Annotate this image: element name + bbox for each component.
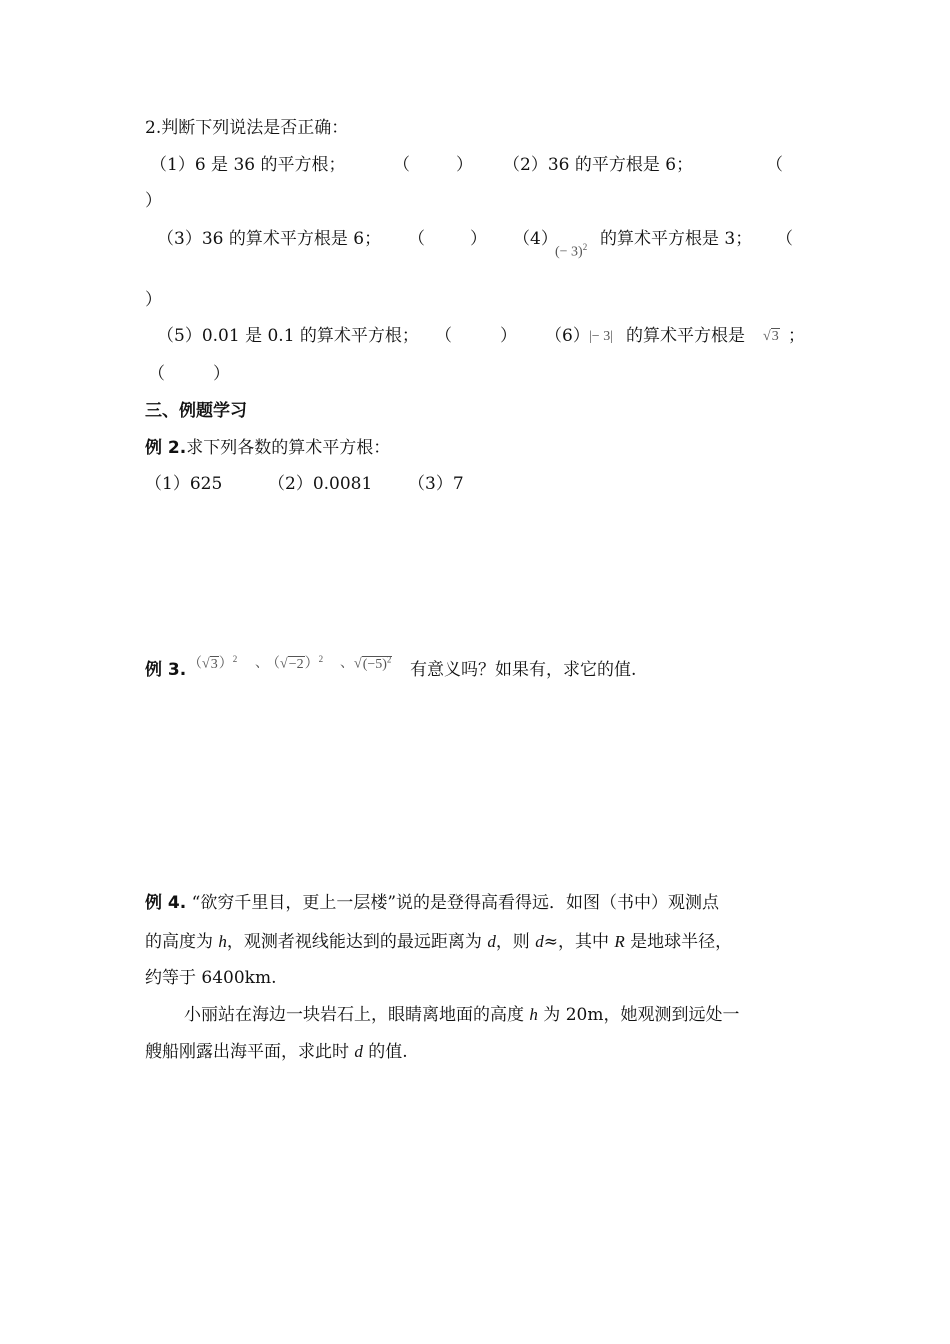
math-neg3-squared: (− 3)$^2$ [555,242,588,260]
math-sqrt3: √3 [763,329,779,344]
answer-paren-open-2: （ [766,155,783,175]
example3-label: 例 3. [145,660,187,680]
var-R: R [614,932,625,951]
example3-expr1: $(√3)^2$ [188,654,238,672]
judgment-item-1: （1）6 是 36 的平方根； [150,155,346,175]
var-h-2: h [529,1005,538,1024]
example2-line [145,440,390,457]
judgment-item-3: （3）36 的算术平方根是 6； [157,229,382,249]
example2-item-3: （3）7 [408,474,464,494]
semicolon: ； [788,326,805,346]
example4-line2: 的高度为 h，观测者视线能达到的最远距离为 d，则 d≈，其中 R 是地球半径， [145,932,733,952]
example2-item-1: （1）625 [145,474,223,494]
judgment-item-4-prefix: （4） [513,229,558,249]
var-d-2: d [535,932,544,951]
answer-paren-open-4: （ [776,229,793,249]
example4-para2-line2: 艘船刚露出海平面，求此时 d 的值. [145,1042,408,1062]
answer-paren-close-1: ） [456,155,473,175]
section3-heading: 三、例题学习 [145,401,247,421]
judgment-item-4-suffix: 的算术平方根是 3； [600,229,753,249]
example3-sep1: 、 [255,656,269,671]
example3-expr2: $(√-2)^2$ [266,654,324,672]
example2-item-2: （2）0.0081 [268,474,373,494]
section2-title: 2.判断下列说法是否正确： [145,118,349,138]
judgment-item-5: （5）0.01 是 0.1 的算术平方根； [157,326,419,346]
example2-label: 例 2. [145,438,187,458]
judgment-item-2: （2）36 的平方根是 6； [503,155,694,175]
example4-label: 例 4. [145,893,187,913]
answer-paren-close-6: ） [213,364,230,384]
var-d: d [487,932,496,951]
answer-paren-open-3: （ [408,229,425,249]
example4-para2-line1: 小丽站在海边一块岩石上，眼睛离地面的高度 h 为 20m，她观测到远处一 [184,1005,740,1025]
math-abs-neg3: |− 3| [589,329,614,344]
var-d-3: d [354,1042,363,1061]
answer-paren-close-2: ） [145,191,162,211]
example3-expr3: $√(-5)^2$ [354,654,392,672]
example4-text-line1: “欲穷千里目，更上一层楼”说的是登得高看得远．如图（书中）观测点 [191,893,720,913]
example3-sep2: 、 [340,656,354,671]
answer-paren-open-1: （ [393,155,410,175]
answer-paren-open-5: （ [435,326,452,346]
answer-paren-close-4: ） [145,290,162,310]
example3-text: 有意义吗？如果有，求它的值. [410,660,637,680]
example4-line3: 约等于 6400km. [145,968,277,988]
example4-line1 [145,895,719,912]
judgment-item-6-prefix: （6） [545,326,590,346]
answer-paren-close-5: ） [500,326,517,346]
answer-paren-close-3: ） [470,229,487,249]
judgment-item-6-middle: 的算术平方根是 [626,326,745,346]
var-h: h [218,932,227,951]
example2-text: 求下列各数的算术平方根： [186,438,391,458]
answer-paren-open-6: （ [148,364,165,384]
